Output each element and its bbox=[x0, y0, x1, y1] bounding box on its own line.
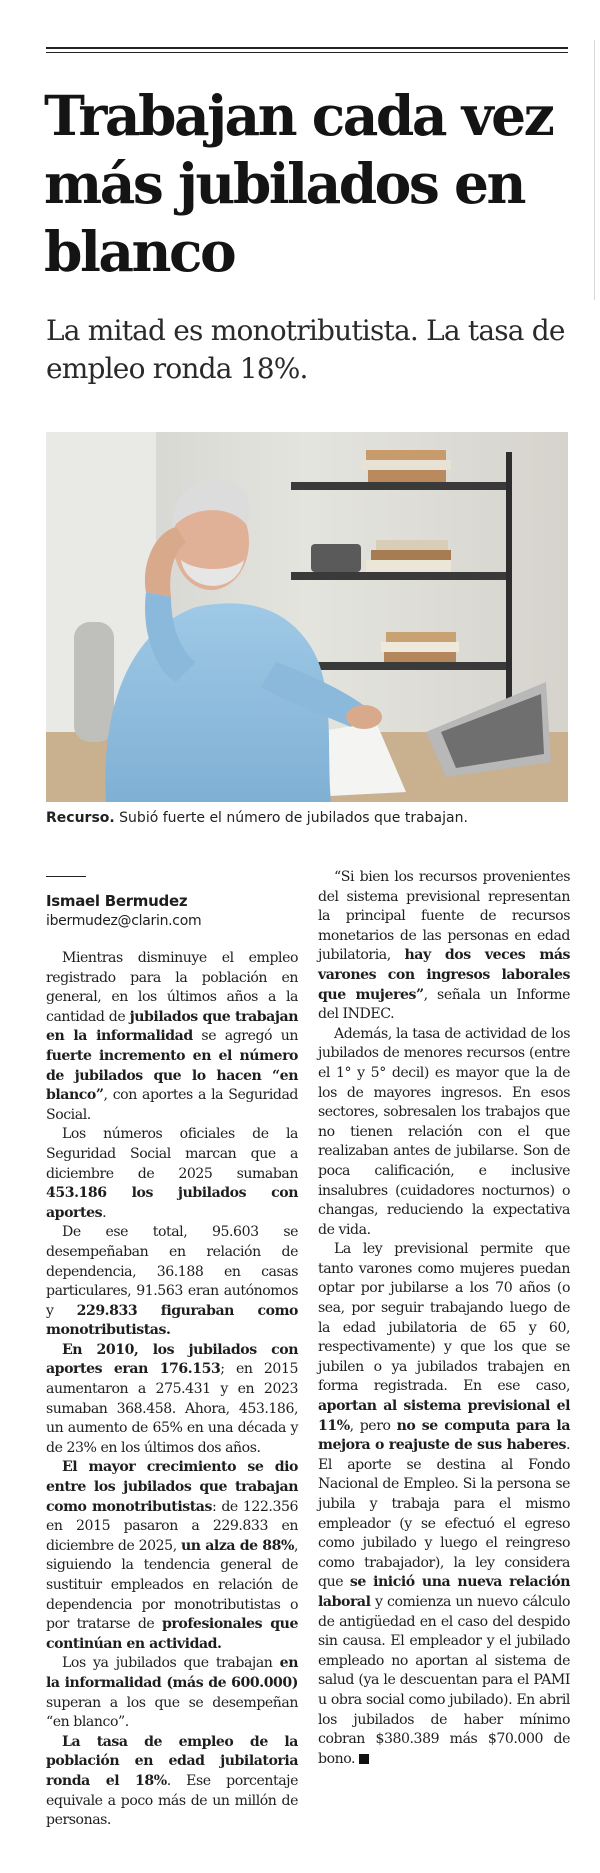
paragraph bbox=[46, 1341, 298, 1459]
author-name: Ismael Bermudez bbox=[46, 892, 188, 910]
bold-text: 453.186 los jubilados con aportes bbox=[46, 1185, 298, 1221]
bold-text: aportan al sistema previsional el 11% bbox=[318, 1398, 570, 1434]
subheadline: La mitad es monotributista. La tasa de empleo ronda 18%. bbox=[46, 314, 565, 385]
article-column-left bbox=[46, 870, 298, 1831]
bold-text: se inició una nueva relación laboral bbox=[318, 1574, 571, 1610]
text-run: ; en 2015 aumentaron a 275.431 y en 2023 sumaban 368.458. Ahora, 453.186, un aumento de 65% en una década y de 23% en los últimos dos años. bbox=[46, 1361, 298, 1456]
page-edge-line bbox=[594, 40, 595, 300]
headline: Trabajan cada vez más jubilados en blanco bbox=[44, 83, 553, 284]
text-run: , pero bbox=[349, 1417, 397, 1434]
text-run: De ese total, 95.603 se desempeñaban en relación de dependencia, 36.188 en casas particulares, 91.563 eran autónomos y bbox=[46, 1224, 298, 1319]
paragraph bbox=[46, 949, 298, 1125]
byline-rule bbox=[46, 876, 86, 877]
top-rule-thin bbox=[46, 52, 568, 53]
bold-text: El mayor crecimiento se dio entre los jubilados que trabajan como monotributistas bbox=[46, 1459, 298, 1515]
photo-caption bbox=[46, 808, 568, 828]
paragraph bbox=[46, 1654, 298, 1732]
text-run: Los números oficiales de la Seguridad Social marcan que a diciembre de 2025 sumaban bbox=[46, 1126, 298, 1182]
end-of-article-icon bbox=[359, 1754, 369, 1764]
text-run: . El aporte se destina al Fondo Nacional de Empleo. Si la persona se jubila y trabaja para el mismo empleador (y se efectuó el egreso como jubilado y luego el reingreso como trabajador), la ley considera que bbox=[318, 1437, 570, 1591]
bold-text: fuerte incremento en el número de jubilados que lo hacen “en blanco” bbox=[46, 1047, 298, 1104]
text-run: superan a los que se desempeñan “en blanco”. bbox=[46, 1694, 298, 1731]
text-run: , señala un Informe del INDEC. bbox=[318, 986, 570, 1023]
bold-text: La tasa de empleo de la población en edad jubilatoria ronda el 18% bbox=[46, 1733, 298, 1789]
article-photo bbox=[46, 432, 568, 802]
bold-text: profesionales que continúan en actividad. bbox=[46, 1616, 298, 1652]
bold-text: En 2010, los jubilados con aportes eran 176.153 bbox=[46, 1341, 298, 1378]
text-run: : de 122.356 en 2015 pasaron a 229.833 en diciembre de 2025, bbox=[46, 1498, 298, 1554]
text-run: y comienza un nuevo cálculo de antigüedad en el caso del despido sin causa. El empleador y el jubilado empleado no aportan al sistema de salud (ya le descuentan para el PAMI u obra social como jubilado). En abril los jubilados de haber mínimo cobran $380.389 más $70.000 de bono. bbox=[318, 1593, 570, 1767]
text-run: . bbox=[102, 1204, 107, 1221]
text-run: . Ese porcentaje equivale a poco más de un millón de personas. bbox=[46, 1772, 298, 1829]
photo-elderly-man-icon bbox=[46, 432, 568, 802]
paragraph bbox=[318, 1025, 570, 1241]
text-run: Además, la tasa de actividad de los jubilados de menores recursos (entre el 1° y 5° decil) es mayor que la de los de mayores ingresos. En esos sectores, sobresalen los trabajos que no tienen relación con el que realizaban antes de jubilarse. Son de poca calificación, e inclusive insalubres (cuidadores nocturnos) o changas, reduciendo la expectativa de vida. bbox=[318, 1025, 570, 1238]
text-run: , siguiendo la tendencia general de sustituir empleados en relación de dependencia por monotributistas o por tratarse de bbox=[46, 1537, 298, 1633]
paragraph bbox=[46, 1458, 298, 1654]
author-email[interactable]: ibermudez@clarin.com bbox=[46, 913, 202, 929]
paragraph bbox=[46, 1125, 298, 1223]
text-run: , con aportes a la Seguridad Social. bbox=[46, 1087, 298, 1123]
text-run: se agregó un bbox=[192, 1028, 298, 1045]
bold-text: en la informalidad (más de 600.000) bbox=[46, 1655, 298, 1691]
article-column-right bbox=[318, 868, 570, 1769]
bold-text: hay dos veces más varones con ingresos laborales que mujeres” bbox=[318, 947, 570, 1003]
paragraph-final bbox=[318, 1240, 570, 1769]
bold-text: no se computa para la mejora o reajuste de sus haberes bbox=[318, 1417, 570, 1454]
bold-text: 229.833 figuraban como monotributistas. bbox=[46, 1302, 298, 1339]
top-rule bbox=[46, 47, 568, 49]
caption-text: Subió fuerte el número de jubilados que trabajan. bbox=[114, 810, 468, 826]
text-run: Los ya jubilados que trabajan bbox=[62, 1655, 280, 1672]
paragraph bbox=[318, 868, 570, 1025]
paragraph bbox=[46, 1733, 298, 1831]
text-run: La ley previsional permite que tanto varones como mujeres puedan optar por jubilarse a los 70 años (o sea, por seguir trabajando luego de la edad jubilatoria de 65 y 60, respectivamente) y que los que se jubilen o ya jubilados trabajen en forma registrada. En ese caso, bbox=[318, 1241, 570, 1395]
text-run: Mientras disminuye el empleo registrado para la población en general, en los últimos años a la cantidad de bbox=[46, 950, 298, 1025]
paragraph bbox=[46, 1223, 298, 1341]
caption-label: Recurso. bbox=[46, 810, 115, 826]
bold-text: jubilados que trabajan en la informalidad bbox=[46, 1008, 298, 1045]
text-run: “Si bien los recursos provenientes del sistema previsional representan la principal fuente de recursos monetarios de las personas en edad jubilatoria, bbox=[318, 869, 570, 964]
bold-text: un alza de 88% bbox=[180, 1537, 294, 1554]
